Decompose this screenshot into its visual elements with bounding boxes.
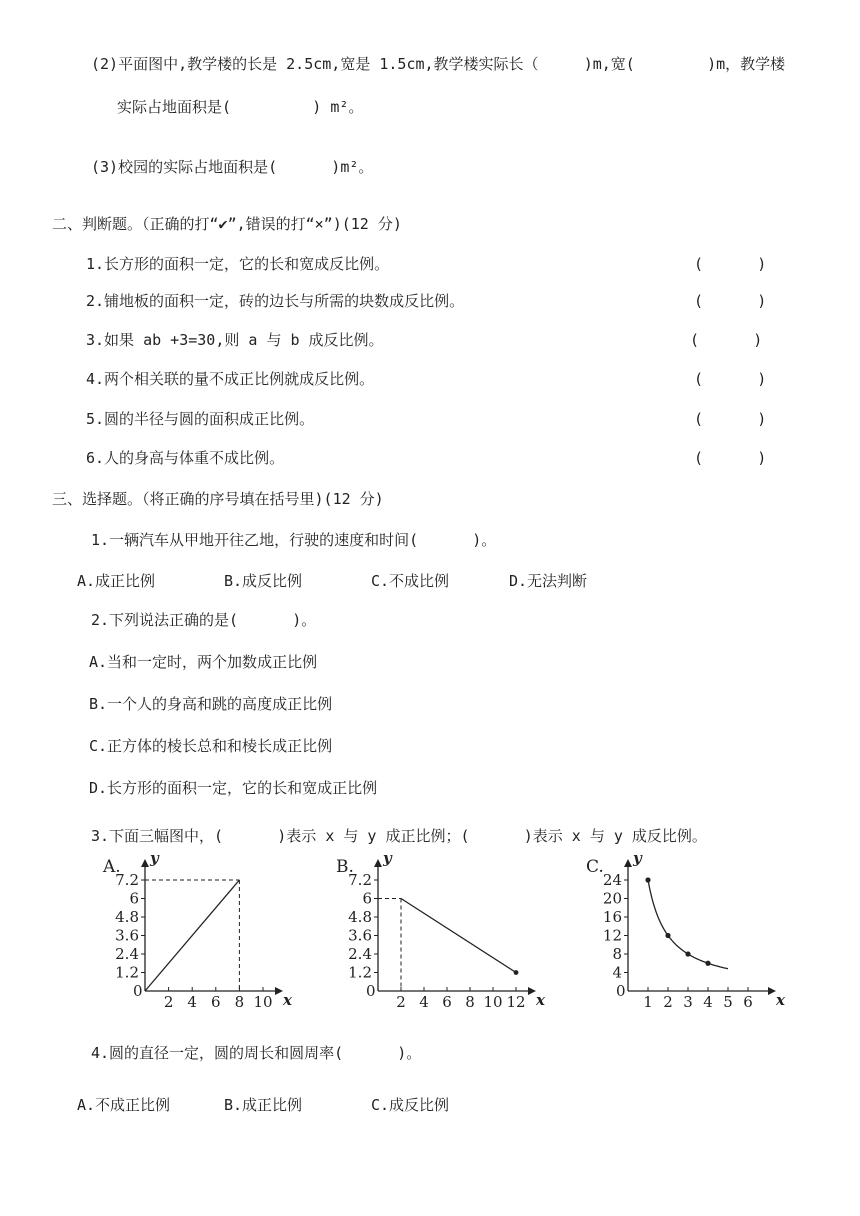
judge-item-6: 6.人的身高与体重不成比例。 (86, 449, 285, 467)
graph-b-x-tick-label: 10 (483, 993, 503, 1011)
graph-c-y-tick-label: 4 (612, 963, 622, 982)
graph-c-y-arrow (624, 859, 632, 867)
choice-q1-option-a[interactable]: A.成正比例 (77, 572, 156, 590)
choice-q1-option-c[interactable]: C.不成比例 (371, 572, 450, 590)
choice-q2-option-a[interactable]: A.当和一定时，两个加数成正比例 (89, 653, 318, 671)
graph-a-series-line (145, 880, 239, 991)
graph-c-y-tick-label: 12 (602, 926, 622, 945)
q2-line2: 实际占地面积是( ) m²。 (117, 98, 364, 116)
graph-b-y-tick-label: 3.6 (348, 926, 372, 945)
choice-q3-stem: 3.下面三幅图中，( )表示 x 与 y 成正比例；( )表示 x 与 y 成反比例。 (91, 827, 707, 845)
choice-q2-option-d[interactable]: D.长方形的面积一定，它的长和宽成正比例 (89, 779, 378, 797)
graph-b-x-label: x (536, 991, 545, 1009)
graph-a-x-tick-label: 4 (187, 993, 197, 1011)
graph-c-y-tick-label: 16 (602, 908, 622, 926)
graph-c-origin-label: 0 (616, 982, 626, 1000)
graph-a-y-arrow (141, 859, 149, 867)
graph-c-y-tick-label: 20 (602, 889, 622, 908)
graph-c-svg (578, 848, 785, 1018)
graph-c-title: C. (586, 857, 604, 877)
judge-answer-4[interactable]: ( ) (694, 370, 767, 388)
graph-c-x-label: x (776, 991, 785, 1009)
choice-q2-option-c[interactable]: C.正方体的棱长总和和棱长成正比例 (89, 737, 333, 755)
graph-c-data-point (645, 877, 650, 882)
graph-c-x-tick-label: 1 (643, 993, 653, 1011)
graph-b[interactable] (328, 848, 545, 1018)
graph-a-y-tick-label: 6 (129, 889, 139, 908)
choice-q2-stem: 2.下列说法正确的是( )。 (91, 611, 317, 629)
graph-b-x-tick-label: 4 (419, 993, 429, 1011)
judge-item-4: 4.两个相关联的量不成正比例就成反比例。 (86, 370, 375, 388)
graph-c-data-point (685, 951, 690, 956)
choice-q4-stem: 4.圆的直径一定，圆的周长和圆周率( )。 (91, 1044, 422, 1062)
section3-title: 三、选择题。（将正确的序号填在括号里)(12 分) (52, 490, 384, 508)
graph-c-x-tick-label: 3 (683, 993, 693, 1011)
choice-q4-option-a[interactable]: A.不成正比例 (77, 1096, 171, 1114)
graph-b-y-tick-label: 2.4 (348, 945, 372, 963)
judge-item-3: 3.如果 ab +3=30,则 a 与 b 成反比例。 (86, 331, 384, 349)
graph-b-x-tick-label: 12 (506, 993, 526, 1011)
graph-b-y-tick-label: 7.2 (348, 871, 372, 889)
graph-a-title: A. (103, 857, 121, 877)
graph-c-x-tick-label: 5 (723, 993, 733, 1011)
graph-b-y-label: y (383, 849, 392, 867)
graph-b-x-tick-label: 6 (442, 993, 452, 1011)
graph-b-svg (328, 848, 545, 1018)
graph-b-y-tick-label: 6 (362, 889, 372, 908)
graph-c[interactable] (578, 848, 785, 1018)
choice-q1-stem: 1.一辆汽车从甲地开往乙地，行驶的速度和时间( )。 (91, 531, 497, 549)
graph-b-origin-label: 0 (366, 982, 376, 1000)
graph-c-data-point (705, 961, 710, 966)
choice-q4-option-b[interactable]: B.成正比例 (224, 1096, 303, 1114)
graph-b-y-tick-label: 1.2 (348, 963, 372, 982)
graph-a-svg (95, 848, 292, 1018)
graph-b-y-arrow (374, 859, 382, 867)
graph-c-x-tick-label: 4 (703, 993, 713, 1011)
graph-c-y-tick-label: 8 (612, 945, 622, 963)
graph-a-origin-label: 0 (133, 982, 143, 1000)
graph-a-y-tick-label: 3.6 (115, 926, 139, 945)
graph-a-y-label: y (150, 849, 159, 867)
graph-a[interactable] (95, 848, 292, 1018)
graph-c-y-tick-label: 24 (602, 871, 622, 889)
graph-c-x-tick-label: 6 (743, 993, 753, 1011)
judge-answer-1[interactable]: ( ) (694, 255, 767, 273)
judge-answer-5[interactable]: ( ) (694, 410, 767, 428)
graph-a-x-tick-label: 8 (234, 993, 245, 1011)
judge-answer-6[interactable]: ( ) (694, 449, 767, 467)
graph-a-x-tick-label: 10 (253, 993, 273, 1011)
graph-b-y-tick-label: 4.8 (348, 908, 372, 926)
choice-q4-option-c[interactable]: C.成反比例 (371, 1096, 450, 1114)
graph-c-data-point (665, 933, 670, 938)
q3-line: (3)校园的实际占地面积是( )m²。 (91, 158, 374, 176)
graph-b-series-line (401, 899, 516, 973)
graph-a-x-arrow (275, 987, 283, 995)
judge-item-5: 5.圆的半径与圆的面积成正比例。 (86, 410, 315, 428)
graph-a-y-tick-label: 1.2 (115, 963, 139, 982)
q2-line1: (2)平面图中,教学楼的长是 2.5cm,宽是 1.5cm,教学楼实际长（ )m,宽( )m，教学楼 (91, 55, 786, 73)
graph-a-y-tick-label: 7.2 (115, 871, 139, 889)
judge-answer-2[interactable]: ( ) (694, 292, 767, 310)
section2-title: 二、判断题。（正确的打“✔”,错误的打“×”)(12 分) (52, 215, 402, 233)
graph-a-x-tick-label: 6 (211, 993, 221, 1011)
graph-a-y-tick-label: 2.4 (115, 945, 139, 963)
graph-b-x-tick-label: 2 (396, 993, 406, 1011)
choice-q2-option-b[interactable]: B.一个人的身高和跳的高度成正比例 (89, 695, 333, 713)
graph-b-x-arrow (528, 987, 536, 995)
graph-a-x-label: x (283, 991, 292, 1009)
graph-a-y-tick-label: 4.8 (115, 908, 139, 926)
graph-c-x-tick-label: 2 (663, 993, 673, 1011)
judge-answer-3[interactable]: ( ) (690, 331, 763, 349)
graph-b-data-point (514, 970, 519, 975)
graph-c-x-arrow (768, 987, 776, 995)
judge-item-2: 2.铺地板的面积一定，砖的边长与所需的块数成反比例。 (86, 292, 465, 310)
graph-c-y-label: y (633, 849, 642, 867)
judge-item-1: 1.长方形的面积一定，它的长和宽成反比例。 (86, 255, 390, 273)
graph-b-x-tick-label: 8 (465, 993, 475, 1011)
choice-q1-option-b[interactable]: B.成反比例 (224, 572, 303, 590)
graph-a-x-tick-label: 2 (163, 993, 174, 1011)
choice-q1-option-d[interactable]: D.无法判断 (509, 572, 588, 590)
graph-b-title: B. (336, 857, 354, 877)
